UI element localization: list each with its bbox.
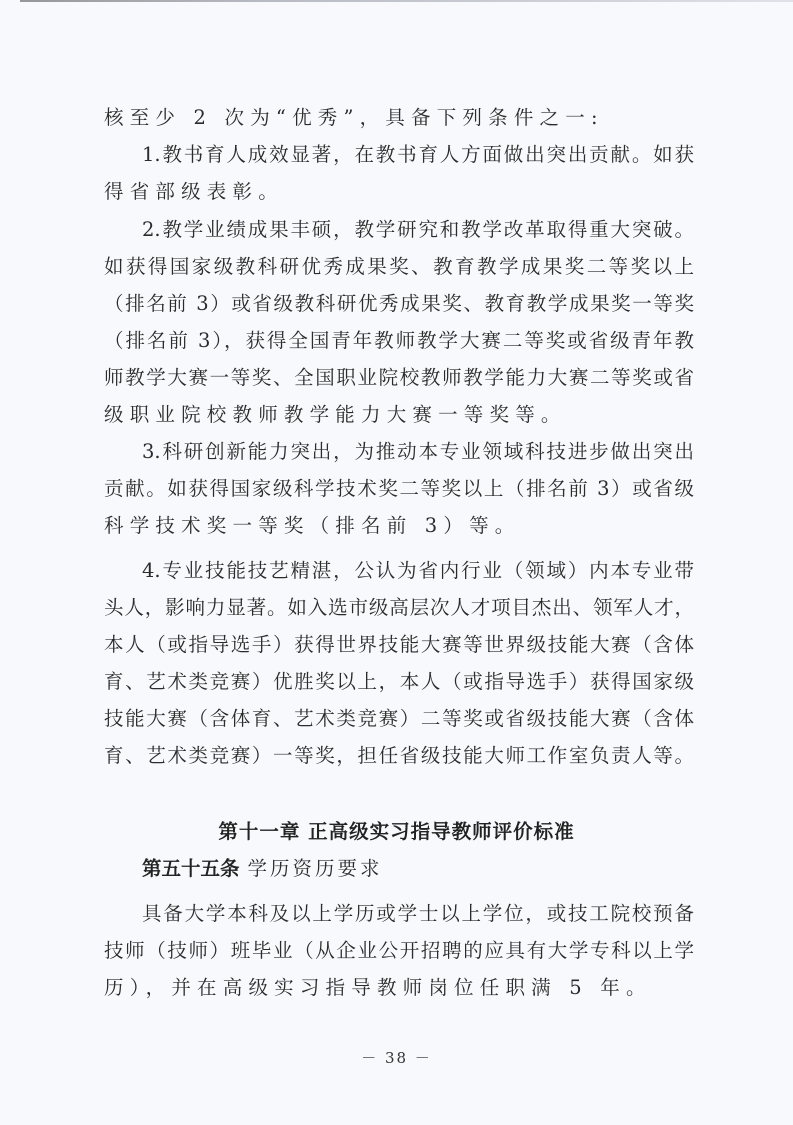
body-line: 级职业院校教师教学能力大赛一等奖等。 — [104, 403, 567, 426]
body-line: 如获得国家级教科研优秀成果奖、教育教学成果奖二等奖以上 — [104, 255, 694, 278]
body-line: （排名前 3），获得全国青年教师教学大赛二等奖或省级青年教 — [104, 329, 694, 352]
article-line: 技师（技师）班毕业（从企业公开招聘的应具有大学专科以上学 — [104, 939, 694, 962]
body-line: 科学技术奖一等奖（排名前 3）等。 — [104, 514, 521, 537]
chapter-heading: 第十一章 正高级实习指导教师评价标准 — [218, 820, 575, 843]
body-line: 育、艺术类竞赛）一等奖，担任省级技能大师工作室负责人等。 — [104, 744, 694, 767]
body-line: 贡献。如获得国家级科学技术奖二等奖以上（排名前 3）或省级 — [104, 477, 694, 500]
article-line: 历），并在高级实习指导教师岗位任职满 5 年。 — [104, 976, 652, 999]
body-line: 育、艺术类竞赛）优胜奖以上，本人（或指导选手）获得国家级 — [104, 670, 694, 693]
criterion-2-line: 2.教学业绩成果丰硕，教学研究和教学改革取得重大突破。 — [142, 218, 694, 241]
article-heading — [142, 855, 383, 883]
article-title: 学历资历要求 — [247, 857, 383, 880]
criterion-1-line: 1.教书育人成效显著，在教书育人方面做出突出贡献。如获 — [142, 143, 694, 166]
scan-top-edge — [20, 0, 793, 2]
criterion-4-line: 4.专业技能技艺精湛，公认为省内行业（领域）内本专业带 — [142, 559, 694, 582]
body-line: 师教学大赛一等奖、全国职业院校教师教学能力大赛二等奖或省 — [104, 366, 694, 389]
body-line: （排名前 3）或省级教科研优秀成果奖、教育教学成果奖一等奖 — [104, 292, 694, 315]
body-line: 得省部级表彰。 — [104, 180, 284, 203]
body-line: 核至少 2 次为“优秀”，具备下列条件之一: — [104, 106, 604, 129]
article-line: 具备大学本科及以上学历或学士以上学位，或技工院校预备 — [142, 902, 694, 925]
body-line: 本人（或指导选手）获得世界技能大赛等世界级技能大赛（含体 — [104, 633, 694, 656]
body-line: 技能大赛（含体育、艺术类竞赛）二等奖或省级技能大赛（含体 — [104, 707, 694, 730]
body-line: 头人，影响力显著。如入选市级高层次人才项目杰出、领军人才， — [104, 596, 694, 619]
criterion-3-line: 3.科研创新能力突出，为推动本专业领域科技进步做出突出 — [142, 440, 694, 463]
page-number: － 38 － — [361, 1049, 432, 1067]
article-number: 第五十五条 — [142, 857, 240, 880]
